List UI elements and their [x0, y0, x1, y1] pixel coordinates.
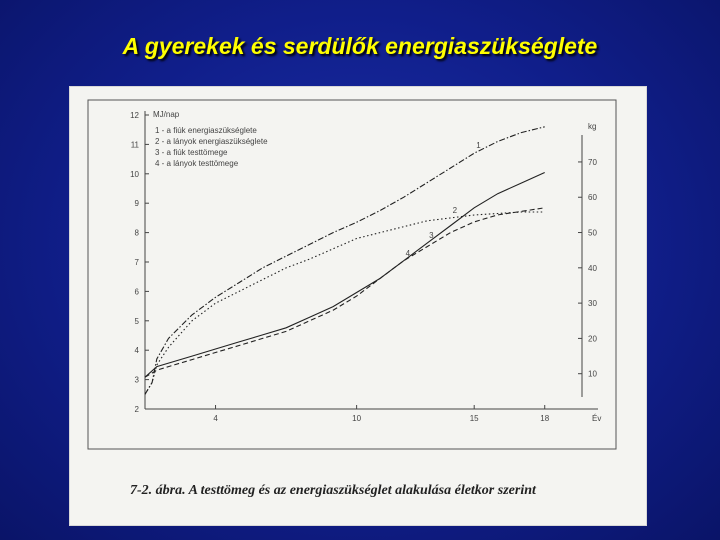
- series-number-label-1: 1: [476, 141, 481, 151]
- left-tick-label: 11: [130, 140, 139, 150]
- scanned-figure: [70, 87, 646, 525]
- left-tick-label: 10: [130, 169, 139, 179]
- legend-entry-2: 2 - a lányok energiaszükséglete: [155, 137, 268, 146]
- legend-entry-3: 3 - a fiúk testtömege: [155, 148, 228, 157]
- x-tick-label: 4: [213, 414, 218, 423]
- energy-weight-chart: [70, 87, 646, 525]
- legend-entry-4: 4 - a lányok testtömege: [155, 159, 239, 168]
- slide-title: A gyerekek és serdülők energiaszükséglete: [122, 33, 598, 59]
- series-number-label-3: 3: [429, 231, 434, 241]
- x-axis-label: Év: [592, 414, 602, 423]
- x-tick-label: 10: [352, 414, 362, 423]
- left-tick-label: 6: [134, 287, 139, 297]
- left-axis-label: MJ/nap: [153, 110, 180, 119]
- left-tick-label: 5: [134, 316, 139, 326]
- right-tick-label: 10: [588, 369, 597, 379]
- x-tick-label: 18: [540, 414, 550, 423]
- right-tick-label: 40: [588, 263, 597, 273]
- series-number-label-2: 2: [452, 205, 458, 215]
- left-tick-label: 3: [134, 375, 139, 385]
- left-tick-label: 9: [134, 199, 139, 209]
- right-axis-label: kg: [588, 122, 597, 131]
- series-line-2: [145, 212, 545, 394]
- left-tick-label: 8: [134, 228, 139, 238]
- figure-caption: 7-2. ábra. A testtömeg és az energiaszükséglet alakulása életkor szerint: [130, 483, 536, 498]
- right-tick-label: 60: [588, 193, 597, 203]
- left-tick-label: 2: [134, 405, 139, 414]
- left-tick-label: 7: [134, 258, 139, 267]
- series-line-3: [145, 173, 545, 378]
- right-tick-label: 50: [588, 228, 597, 238]
- left-tick-label: 4: [134, 346, 139, 356]
- right-tick-label: 20: [588, 334, 597, 344]
- series-number-label-4: 4: [405, 248, 411, 258]
- left-tick-label: 12: [130, 111, 139, 120]
- right-tick-label: 70: [588, 157, 597, 167]
- right-tick-label: 30: [588, 299, 597, 309]
- x-tick-label: 15: [469, 414, 479, 423]
- legend-entry-1: 1 - a fiúk energiaszükséglete: [155, 126, 257, 135]
